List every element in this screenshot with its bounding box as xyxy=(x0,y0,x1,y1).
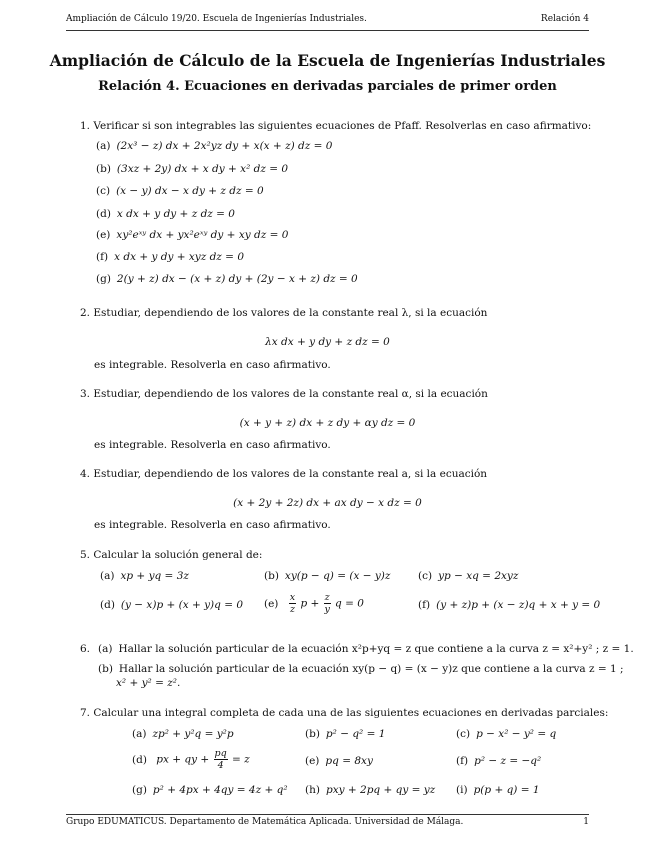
problem-4-equation: (x + 2y + 2z) dx + ax dy − x dz = 0 xyxy=(233,497,422,509)
footer-rule xyxy=(66,814,589,815)
problem-1-statement: 1. Verificar si son integrables las siguientes ecuaciones de Pfaff. Resolverlas en caso afirmativo: xyxy=(80,120,592,132)
p5-item-a: (a) xp + yq = 3z xyxy=(100,570,189,582)
p7-item-a: (a) zp² + y²q = y²p xyxy=(132,728,234,740)
problem-3-statement: 3. Estudiar, dependiendo de los valores de la constante real α, si la ecuación xyxy=(80,388,488,400)
p5-item-c: (c) yp − xq = 2xyz xyxy=(418,570,519,582)
p7-item-d: (d) px + qy + $\frac{pq}{4}$ = z xyxy=(132,748,250,771)
page-footer xyxy=(66,817,589,827)
p5-item-f: (f) (y + z)p + (x − z)q + x + y = 0 xyxy=(418,599,601,611)
problem-4-statement: 4. Estudiar, dependiendo de los valores de la constante real a, si la ecuación xyxy=(80,468,488,480)
p1-item-g: (g) 2(y + z) dx − (x + z) dy + (2y − x + z) dz = 0 xyxy=(96,273,358,285)
p6-item-b: (b) Hallar la solución particular de la ecuación xy(p − q) = (x − y)z que contiene a la curva z = 1 ; xyxy=(98,663,624,675)
problem-6-number: 6. xyxy=(80,643,91,655)
p1-item-d: (d) x dx + y dy + z dz = 0 xyxy=(96,208,235,220)
problem-3-closing: es integrable. Resolverla en caso afirmativo. xyxy=(94,439,331,451)
p5-item-b: (b) xy(p − q) = (x − y)z xyxy=(264,570,391,582)
p6-item-a: (a) Hallar la solución particular de la ecuación x²p+yq = z que contiene a la curva z = x²+y² ; z = 1. xyxy=(98,643,634,655)
fraction-pq-over-4: $\frac{pq}{4}$ xyxy=(214,748,227,771)
p7-item-c: (c) p − x² − y² = q xyxy=(456,728,557,740)
p5-item-e: (e) $\frac{x}{z}$ p + $\frac{z}{y}$ q = 0 xyxy=(264,592,364,615)
p7-item-g: (g) p² + 4px + 4qy = 4z + q² xyxy=(132,784,288,796)
p7-item-b: (b) p² − q² = 1 xyxy=(305,728,386,740)
page-header xyxy=(66,14,589,24)
p1-item-a: (a) (2x³ − z) dx + 2x²yz dy + x(x + z) dz = 0 xyxy=(96,140,333,152)
footer-left: Grupo EDUMATICUS. Departamento de Matemática Aplicada. Universidad de Málaga. xyxy=(66,817,464,827)
p7-item-e: (e) pq = 8xy xyxy=(305,755,373,767)
fraction-x-over-z: $\frac{x}{z}$ xyxy=(289,592,296,615)
p1-item-f: (f) x dx + y dy + xyz dz = 0 xyxy=(96,251,244,263)
header-left: Ampliación de Cálculo 19/20. Escuela de Ingenierías Industriales. xyxy=(66,14,367,24)
p1-item-e: (e) xy²eˣʸ dx + yx²eˣʸ dy + xy dz = 0 xyxy=(96,229,289,241)
problem-3-equation: (x + y + z) dx + z dy + αy dz = 0 xyxy=(239,417,416,429)
problem-4-closing: es integrable. Resolverla en caso afirmativo. xyxy=(94,519,331,531)
p1-item-b: (b) (3xz + 2y) dx + x dy + x² dz = 0 xyxy=(96,163,289,175)
problem-5-statement: 5. Calcular la solución general de: xyxy=(80,549,263,561)
problem-2-closing: es integrable. Resolverla en caso afirmativo. xyxy=(94,359,331,371)
p6-item-b-continuation: x² + y² = z². xyxy=(116,677,181,689)
header-right: Relación 4 xyxy=(540,14,589,24)
document-subtitle: Relación 4. Ecuaciones en derivadas parciales de primer orden xyxy=(98,79,557,94)
problem-7-statement: 7. Calcular una integral completa de cada una de las siguientes ecuaciones en derivadas parciales: xyxy=(80,707,609,719)
p5-item-d: (d) (y − x)p + (x + y)q = 0 xyxy=(100,599,244,611)
problem-2-statement: 2. Estudiar, dependiendo de los valores de la constante real λ, si la ecuación xyxy=(80,307,488,319)
problem-2-equation: λx dx + y dy + z dz = 0 xyxy=(265,336,390,348)
document-title: Ampliación de Cálculo de la Escuela de Ingenierías Industriales xyxy=(49,51,606,70)
p1-item-c: (c) (x − y) dx − x dy + z dz = 0 xyxy=(96,185,264,197)
p7-item-i: (i) p(p + q) = 1 xyxy=(456,784,540,796)
header-rule xyxy=(66,30,589,31)
fraction-z-over-y: $\frac{z}{y}$ xyxy=(324,592,330,615)
p7-item-h: (h) pxy + 2pq + qy = yz xyxy=(305,784,436,796)
p7-item-f: (f) p² − z = −q² xyxy=(456,755,542,767)
page-number: 1 xyxy=(583,817,589,827)
